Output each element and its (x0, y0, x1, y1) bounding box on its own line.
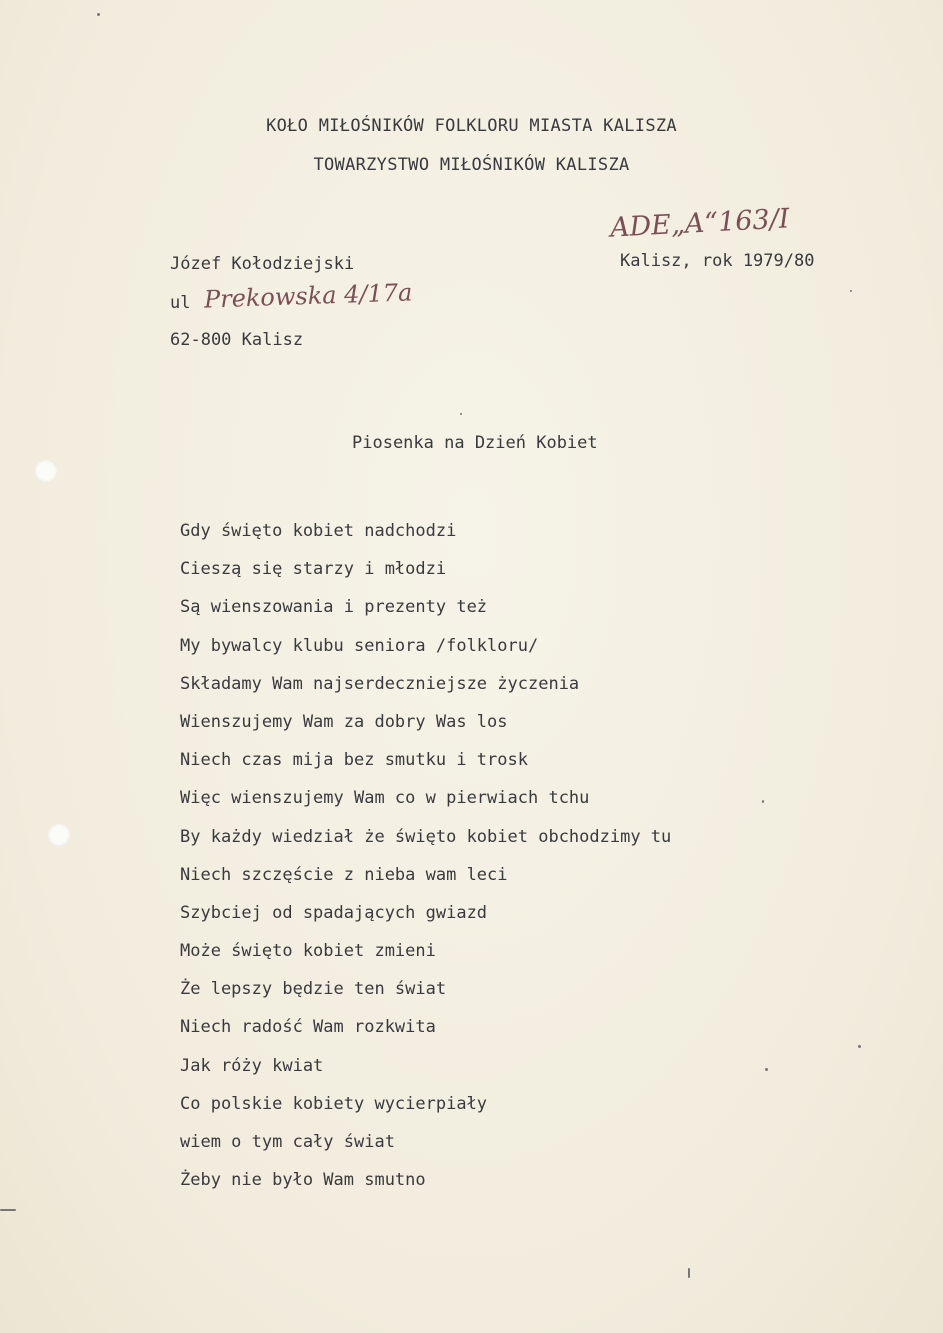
poem-line: Może święto kobiet zmieni (180, 941, 436, 962)
paper-speck (688, 1268, 690, 1278)
poem-line: Żeby nie było Wam smutno (180, 1170, 426, 1191)
poem-line: By każdy wiedział że święto kobiet obchodzimy tu (180, 826, 672, 847)
paper-speck (97, 13, 100, 16)
paper-speck (765, 1068, 768, 1071)
poem-line: Co polskie kobiety wycierpiały (180, 1093, 488, 1114)
punch-hole-top (35, 460, 57, 482)
header-society: TOWARZYSTWO MIŁOŚNIKÓW KALISZA (313, 155, 630, 175)
paper-speck (0, 1209, 16, 1211)
poem-line: My bywalcy klubu seniora /folkloru/ (180, 635, 539, 656)
poem-title: Piosenka na Dzień Kobiet (352, 433, 598, 453)
punch-hole-bottom (48, 824, 70, 846)
paper-speck (762, 800, 764, 803)
poem-line: Cieszą się starzy i młodzi (180, 559, 447, 580)
poem-line: Niech szczęście z nieba wam leci (180, 864, 508, 885)
poem-line: Gdy święto kobiet nadchodzi (180, 521, 457, 541)
poem-line: Szybciej od spadających gwiazd (180, 902, 488, 923)
sender-street-handwritten: Prekowska 4/17a (203, 278, 413, 314)
paper-speck (850, 290, 852, 292)
paper-speck (460, 413, 462, 415)
poem-line: Że lepszy będzie ten świat (180, 979, 447, 1000)
poem-line: wiem o tym cały świat (180, 1132, 395, 1152)
place-date: Kalisz, rok 1979/80 (620, 251, 815, 271)
poem-line: Niech czas mija bez smutku i trosk (180, 750, 528, 771)
poem-line: Są wienszowania i prezenty też (180, 597, 488, 618)
paper-speck (858, 1045, 861, 1048)
poem-line: Wienszujemy Wam za dobry Was los (180, 711, 508, 732)
poem-body (180, 519, 671, 1206)
poem-line: Jak róży kwiat (180, 1055, 324, 1076)
archive-mark: ADE„A“163/I (609, 203, 791, 244)
header-organization: KOŁO MIŁOŚNIKÓW FOLKLORU MIASTA KALISZA (266, 116, 677, 136)
poem-line: Niech radość Wam rozkwita (180, 1017, 436, 1038)
sender-street-prefix: ul (170, 293, 191, 313)
poem-line: Więc wienszujemy Wam co w pierwiach tchu (180, 788, 590, 809)
sender-postal-address: 62-800 Kalisz (170, 330, 304, 350)
sender-name: Józef Kołodziejski (170, 254, 355, 274)
poem-line: Składamy Wam najserdeczniejsze życzenia (180, 673, 580, 694)
